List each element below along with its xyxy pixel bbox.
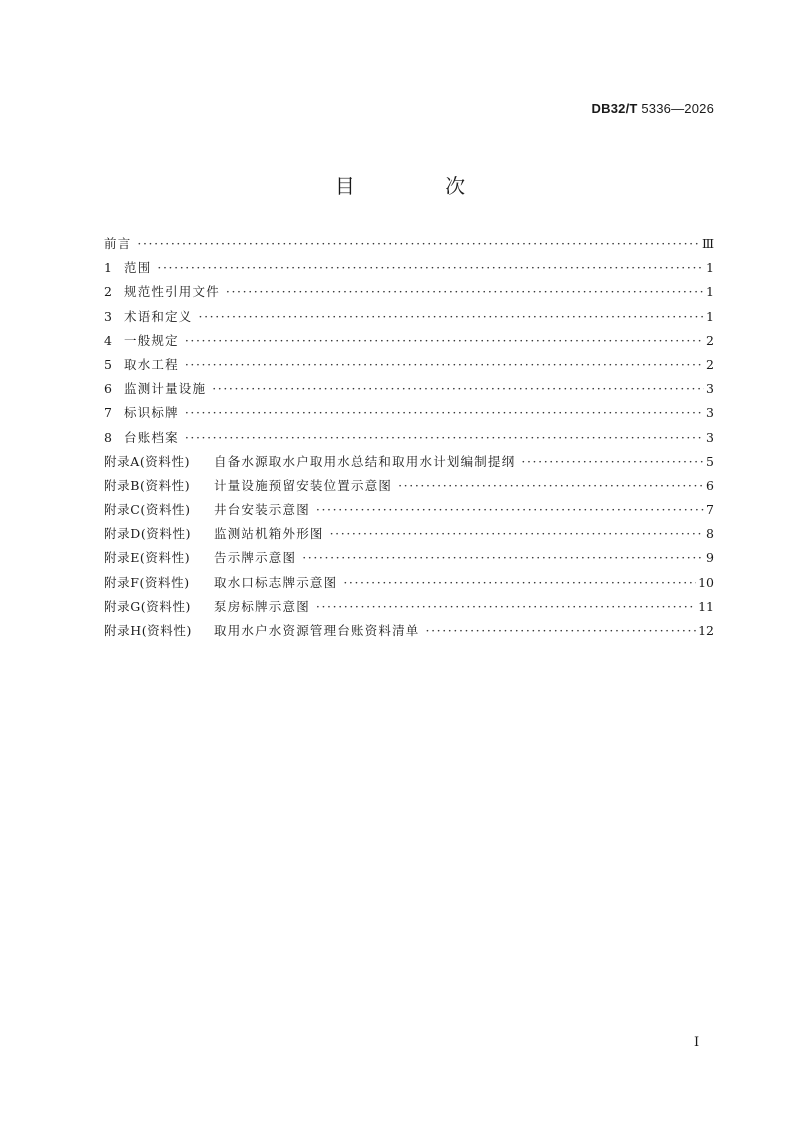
toc-leader-dots bbox=[343, 575, 696, 590]
toc-entry-page: 6 bbox=[706, 477, 714, 493]
toc-entry-5[interactable] bbox=[104, 355, 714, 379]
toc-leader-dots bbox=[330, 526, 704, 541]
toc-entry-page: 8 bbox=[706, 526, 714, 542]
toc-appendix-label: 附录A(资料性) bbox=[104, 453, 191, 469]
toc-appendix-title: 告示牌示意图 bbox=[214, 550, 297, 566]
toc-leader-dots bbox=[185, 333, 704, 348]
toc-entry-page: 1 bbox=[706, 260, 714, 276]
toc-entry-label: 监测计量设施 bbox=[124, 381, 207, 397]
toc-entry-appendix-g[interactable] bbox=[104, 597, 714, 621]
toc-entry-label: 台账档案 bbox=[124, 429, 179, 445]
toc-entry-4[interactable] bbox=[104, 331, 714, 355]
toc-leader-dots bbox=[316, 599, 696, 614]
document-code bbox=[592, 101, 714, 116]
toc-leader-dots bbox=[316, 502, 704, 517]
toc-entry-number: 5 bbox=[104, 356, 112, 372]
toc-appendix-title: 井台安装示意图 bbox=[214, 502, 310, 518]
toc-title: 目 次 bbox=[334, 174, 508, 198]
toc-appendix-title: 取用水户水资源管理台账资料清单 bbox=[214, 623, 420, 638]
toc-entry-label: 取水工程 bbox=[124, 356, 179, 372]
document-code-number: 5336—2026 bbox=[637, 101, 714, 116]
toc-leader-dots bbox=[302, 550, 704, 565]
toc-entry-appendix-a[interactable] bbox=[104, 452, 714, 476]
toc-entry-label: 术语和定义 bbox=[124, 308, 193, 324]
toc-entry-number: 1 bbox=[104, 260, 112, 276]
toc-leader-dots bbox=[226, 284, 704, 299]
toc-entry-8[interactable] bbox=[104, 428, 714, 452]
toc-appendix-label: 附录C(资料性) bbox=[104, 502, 191, 518]
toc-appendix-title: 自备水源取水户取用水总结和取用水计划编制提纲 bbox=[214, 453, 516, 469]
toc-entry-page: 3 bbox=[706, 381, 714, 397]
toc-appendix-title: 监测站机箱外形图 bbox=[214, 526, 324, 542]
toc-appendix-label: 附录H(资料性) bbox=[104, 623, 192, 638]
toc-leader-dots bbox=[157, 260, 704, 275]
toc-entry-6[interactable] bbox=[104, 379, 714, 403]
toc-appendix-label: 附录D(资料性) bbox=[104, 526, 192, 542]
toc-entry-page: 2 bbox=[706, 356, 714, 372]
toc-entry-page: 3 bbox=[706, 429, 714, 445]
toc-leader-dots bbox=[185, 357, 704, 372]
toc-entry-label: 一般规定 bbox=[124, 332, 179, 348]
toc-entry-number: 3 bbox=[104, 308, 112, 324]
toc-leader-dots bbox=[185, 405, 704, 420]
toc-entry-appendix-e[interactable] bbox=[104, 548, 714, 572]
toc-entry-appendix-h[interactable] bbox=[104, 621, 714, 645]
toc-entry-number: 4 bbox=[104, 332, 112, 348]
toc-leader-dots bbox=[212, 381, 704, 396]
toc-entry-page: 11 bbox=[698, 598, 714, 614]
toc-leader-dots bbox=[185, 430, 704, 445]
toc-entry-page: Ⅲ bbox=[701, 236, 714, 251]
toc-leader-dots bbox=[426, 623, 697, 638]
toc-appendix-title: 泵房标牌示意图 bbox=[214, 598, 310, 614]
document-code-prefix: DB32/T bbox=[591, 101, 638, 116]
toc-appendix-title: 取水口标志牌示意图 bbox=[214, 574, 338, 590]
toc-entry-appendix-c[interactable] bbox=[104, 500, 714, 524]
toc-entry-appendix-b[interactable] bbox=[104, 476, 714, 500]
toc-entry-page: 12 bbox=[698, 623, 714, 638]
toc-entry-page: 10 bbox=[698, 574, 714, 590]
toc-entry-1[interactable] bbox=[104, 258, 714, 282]
toc-entry-page: 2 bbox=[706, 332, 714, 348]
toc-entry-page: 1 bbox=[706, 308, 714, 324]
toc-appendix-label: 附录F(资料性) bbox=[104, 574, 190, 590]
page-number: I bbox=[694, 1035, 700, 1050]
toc-entry-3[interactable] bbox=[104, 307, 714, 331]
toc-entry-label: 标识标牌 bbox=[124, 405, 179, 421]
toc-entry-page: 1 bbox=[706, 284, 714, 300]
toc-entry-appendix-d[interactable] bbox=[104, 524, 714, 548]
toc-leader-dots bbox=[521, 454, 704, 469]
toc-entry-label: 前言 bbox=[104, 236, 132, 251]
toc-entry-foreword[interactable] bbox=[104, 234, 714, 258]
toc-entry-page: 9 bbox=[706, 550, 714, 566]
toc-appendix-title: 计量设施预留安装位置示意图 bbox=[214, 477, 393, 493]
toc-entry-page: 5 bbox=[706, 453, 714, 469]
toc-leader-dots bbox=[137, 236, 700, 251]
toc-leader-dots bbox=[398, 478, 704, 493]
toc-entry-appendix-f[interactable] bbox=[104, 573, 714, 597]
toc-appendix-label: 附录E(资料性) bbox=[104, 550, 191, 566]
toc-entry-label: 范围 bbox=[124, 260, 152, 276]
table-of-contents bbox=[104, 234, 714, 645]
toc-entry-label: 规范性引用文件 bbox=[124, 284, 220, 300]
toc-entry-number: 7 bbox=[104, 405, 112, 421]
toc-entry-number: 8 bbox=[104, 429, 112, 445]
toc-entry-number: 2 bbox=[104, 284, 112, 300]
toc-entry-page: 3 bbox=[706, 405, 714, 421]
toc-entry-page: 7 bbox=[706, 502, 714, 518]
toc-appendix-label: 附录G(资料性) bbox=[104, 598, 192, 614]
toc-entry-7[interactable] bbox=[104, 403, 714, 427]
toc-entry-number: 6 bbox=[104, 381, 112, 397]
toc-appendix-label: 附录B(资料性) bbox=[104, 477, 191, 493]
toc-leader-dots bbox=[199, 309, 705, 324]
toc-entry-2[interactable] bbox=[104, 282, 714, 306]
